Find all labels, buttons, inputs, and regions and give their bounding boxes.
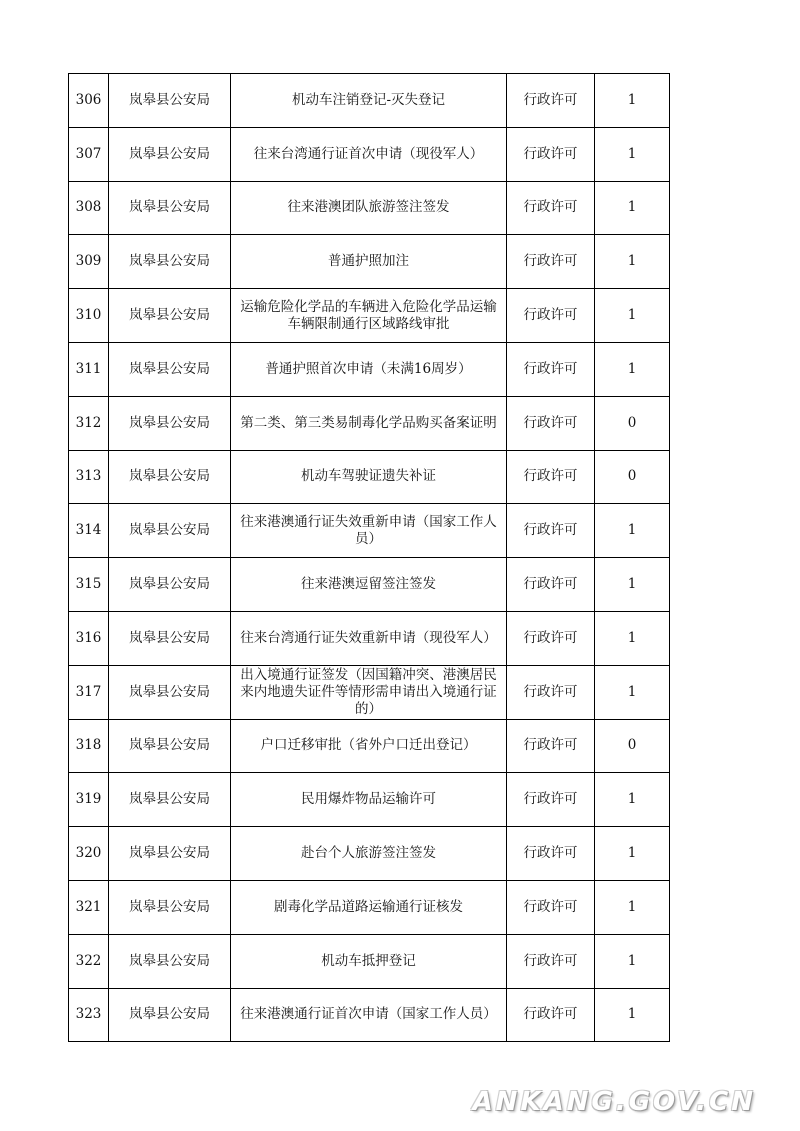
table-row: [69, 611, 670, 665]
count-cell: 1: [595, 827, 670, 881]
department-cell: 岚皋县公安局: [109, 773, 231, 827]
department-cell: 岚皋县公安局: [109, 504, 231, 558]
row-number-cell: 313: [69, 450, 109, 504]
department-cell: 岚皋县公安局: [109, 611, 231, 665]
item-name-cell: 赴台个人旅游签注签发: [231, 827, 507, 881]
item-name-cell: 机动车抵押登记: [231, 934, 507, 988]
row-number-cell: 319: [69, 773, 109, 827]
count-cell: 1: [595, 74, 670, 128]
item-type-cell: 行政许可: [507, 181, 595, 235]
table-row: [69, 74, 670, 128]
department-cell: 岚皋县公安局: [109, 558, 231, 612]
department-cell: 岚皋县公安局: [109, 880, 231, 934]
table-row: [69, 181, 670, 235]
item-name-cell: 运输危险化学品的车辆进入危险化学品运输车辆限制通行区域路线审批: [231, 289, 507, 343]
department-cell: 岚皋县公安局: [109, 988, 231, 1042]
row-number-cell: 323: [69, 988, 109, 1042]
item-type-cell: 行政许可: [507, 988, 595, 1042]
department-cell: 岚皋县公安局: [109, 665, 231, 719]
table-row: [69, 827, 670, 881]
item-name-cell: 剧毒化学品道路运输通行证核发: [231, 880, 507, 934]
item-name-cell: 往来港澳逗留签注签发: [231, 558, 507, 612]
count-cell: 1: [595, 342, 670, 396]
item-name-cell: 往来港澳团队旅游签注签发: [231, 181, 507, 235]
count-cell: 0: [595, 719, 670, 773]
department-cell: 岚皋县公安局: [109, 289, 231, 343]
count-cell: 0: [595, 396, 670, 450]
row-number-cell: 308: [69, 181, 109, 235]
item-type-cell: 行政许可: [507, 665, 595, 719]
table-row: [69, 450, 670, 504]
table-row: [69, 504, 670, 558]
item-type-cell: 行政许可: [507, 773, 595, 827]
table-body: [69, 74, 670, 1042]
row-number-cell: 315: [69, 558, 109, 612]
row-number-cell: 314: [69, 504, 109, 558]
department-cell: 岚皋县公安局: [109, 127, 231, 181]
table-row: [69, 558, 670, 612]
item-type-cell: 行政许可: [507, 396, 595, 450]
department-cell: 岚皋县公安局: [109, 74, 231, 128]
item-type-cell: 行政许可: [507, 289, 595, 343]
item-name-cell: 机动车注销登记-灭失登记: [231, 74, 507, 128]
department-cell: 岚皋县公安局: [109, 827, 231, 881]
count-cell: 1: [595, 611, 670, 665]
table-row: [69, 289, 670, 343]
item-name-cell: 第二类、第三类易制毒化学品购买备案证明: [231, 396, 507, 450]
table-row: [69, 665, 670, 719]
count-cell: 1: [595, 934, 670, 988]
row-number-cell: 311: [69, 342, 109, 396]
item-type-cell: 行政许可: [507, 719, 595, 773]
item-name-cell: 民用爆炸物品运输许可: [231, 773, 507, 827]
count-cell: 1: [595, 988, 670, 1042]
count-cell: 1: [595, 504, 670, 558]
row-number-cell: 321: [69, 880, 109, 934]
item-type-cell: 行政许可: [507, 450, 595, 504]
table-row: [69, 773, 670, 827]
department-cell: 岚皋县公安局: [109, 396, 231, 450]
item-name-cell: 出入境通行证签发（因国籍冲突、港澳居民来内地遗失证件等情形需申请出入境通行证的）: [231, 665, 507, 719]
department-cell: 岚皋县公安局: [109, 235, 231, 289]
item-type-cell: 行政许可: [507, 934, 595, 988]
item-name-cell: 普通护照首次申请（未满16周岁）: [231, 342, 507, 396]
row-number-cell: 312: [69, 396, 109, 450]
item-type-cell: 行政许可: [507, 235, 595, 289]
table-row: [69, 880, 670, 934]
table-row: [69, 719, 670, 773]
count-cell: 1: [595, 558, 670, 612]
item-type-cell: 行政许可: [507, 74, 595, 128]
permit-table: [68, 73, 670, 1042]
department-cell: 岚皋县公安局: [109, 934, 231, 988]
site-watermark: ANKANG.GOV.CN: [472, 1087, 756, 1117]
count-cell: 1: [595, 289, 670, 343]
count-cell: 1: [595, 127, 670, 181]
count-cell: 1: [595, 665, 670, 719]
item-type-cell: 行政许可: [507, 558, 595, 612]
item-type-cell: 行政许可: [507, 611, 595, 665]
row-number-cell: 310: [69, 289, 109, 343]
table-row: [69, 988, 670, 1042]
item-name-cell: 普通护照加注: [231, 235, 507, 289]
department-cell: 岚皋县公安局: [109, 450, 231, 504]
table-row: [69, 934, 670, 988]
row-number-cell: 309: [69, 235, 109, 289]
row-number-cell: 318: [69, 719, 109, 773]
table-row: [69, 235, 670, 289]
row-number-cell: 306: [69, 74, 109, 128]
item-name-cell: 往来港澳通行证失效重新申请（国家工作人员）: [231, 504, 507, 558]
count-cell: 1: [595, 235, 670, 289]
item-type-cell: 行政许可: [507, 504, 595, 558]
department-cell: 岚皋县公安局: [109, 719, 231, 773]
count-cell: 1: [595, 773, 670, 827]
count-cell: 1: [595, 880, 670, 934]
table-row: [69, 127, 670, 181]
row-number-cell: 307: [69, 127, 109, 181]
table-row: [69, 342, 670, 396]
count-cell: 0: [595, 450, 670, 504]
department-cell: 岚皋县公安局: [109, 342, 231, 396]
item-type-cell: 行政许可: [507, 342, 595, 396]
item-name-cell: 户口迁移审批（省外户口迁出登记）: [231, 719, 507, 773]
row-number-cell: 317: [69, 665, 109, 719]
item-type-cell: 行政许可: [507, 127, 595, 181]
row-number-cell: 322: [69, 934, 109, 988]
row-number-cell: 320: [69, 827, 109, 881]
item-name-cell: 往来港澳通行证首次申请（国家工作人员）: [231, 988, 507, 1042]
count-cell: 1: [595, 181, 670, 235]
item-name-cell: 机动车驾驶证遗失补证: [231, 450, 507, 504]
row-number-cell: 316: [69, 611, 109, 665]
table-row: [69, 396, 670, 450]
item-type-cell: 行政许可: [507, 827, 595, 881]
department-cell: 岚皋县公安局: [109, 181, 231, 235]
item-name-cell: 往来台湾通行证首次申请（现役军人）: [231, 127, 507, 181]
item-name-cell: 往来台湾通行证失效重新申请（现役军人）: [231, 611, 507, 665]
item-type-cell: 行政许可: [507, 880, 595, 934]
